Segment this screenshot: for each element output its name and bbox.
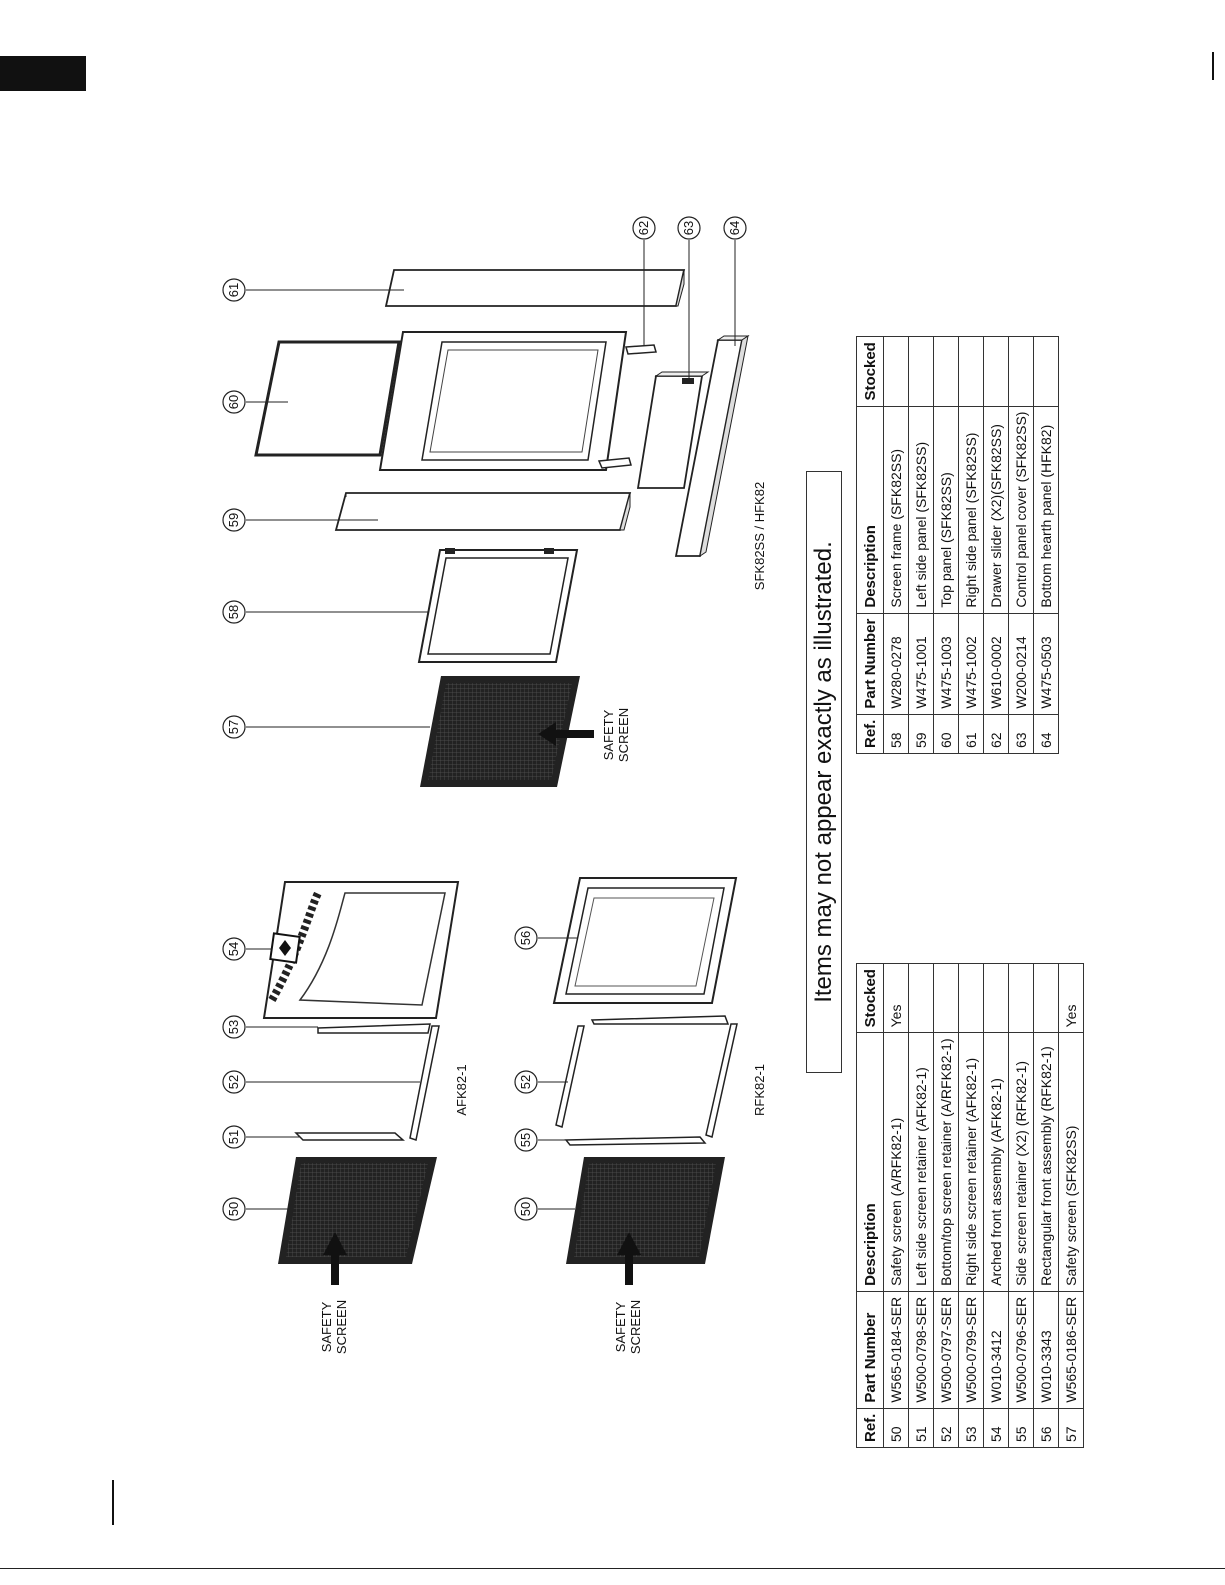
table-row — [1034, 964, 1059, 1448]
safety-screen-label: SCREEN — [334, 1299, 349, 1355]
safety-screen-part — [566, 1157, 725, 1264]
cell-description: Side screen retainer (X2) (RFK82-1) — [1009, 1033, 1034, 1291]
table-row — [959, 964, 984, 1448]
side-panel-part — [386, 270, 684, 306]
safety-screen-label: SAFETY — [613, 1301, 628, 1353]
cell-ref: 56 — [1034, 1408, 1059, 1447]
callout-number: 52 — [518, 1074, 533, 1090]
cell-description: Screen frame (SFK82SS) — [884, 406, 909, 613]
side-panel-part — [336, 493, 630, 530]
cell-stocked — [1034, 337, 1059, 406]
callout-number: 56 — [518, 930, 533, 946]
drawer-slider-part — [626, 345, 656, 354]
parts-table-right — [856, 336, 1059, 754]
cell-stocked — [959, 964, 984, 1033]
callout-number: 57 — [226, 719, 241, 735]
retainer-part — [318, 1024, 430, 1033]
cell-stocked — [959, 337, 984, 406]
table-row — [1009, 964, 1034, 1448]
callout-number: 52 — [226, 1074, 241, 1090]
safety-screen-part — [278, 1157, 437, 1264]
kit-label-sfk: SFK82SS / HFK82 — [752, 481, 767, 591]
cell-ref: 64 — [1034, 714, 1059, 753]
cell-stocked — [909, 337, 934, 406]
cell-stocked — [909, 964, 934, 1033]
callout-number: 53 — [226, 1019, 241, 1035]
retainer-part — [706, 1024, 737, 1137]
safety-screen-label: SCREEN — [616, 707, 631, 763]
table-row — [984, 337, 1009, 754]
cell-part-number: W475-1001 — [909, 613, 934, 714]
parts-table-left — [856, 963, 1084, 1448]
header-description: Description — [857, 1033, 884, 1291]
cell-ref: 60 — [934, 714, 959, 753]
cell-description: Right side screen retainer (AFK82-1) — [959, 1033, 984, 1291]
rectangular-front-part — [554, 878, 736, 1003]
parts-table — [856, 963, 1084, 1448]
callout-number: 62 — [636, 220, 651, 236]
cell-ref: 58 — [884, 714, 909, 753]
cell-description: Left side panel (SFK82SS) — [909, 406, 934, 613]
cell-ref: 61 — [959, 714, 984, 753]
table-row — [909, 964, 934, 1448]
cell-stocked — [1009, 964, 1034, 1033]
cell-stocked — [884, 337, 909, 406]
cell-description: Top panel (SFK82SS) — [934, 406, 959, 613]
cell-ref: 63 — [1009, 714, 1034, 753]
cell-description: Rectangular front assembly (RFK82-1) — [1034, 1033, 1059, 1291]
safety-screen-label: SCREEN — [628, 1299, 643, 1355]
table-row — [934, 337, 959, 754]
header-stocked: Stocked — [857, 964, 884, 1033]
top-panel-part — [256, 342, 399, 455]
callout-number: 60 — [226, 394, 241, 410]
cell-description: Safety screen (A/RFK82-1) — [884, 1033, 909, 1291]
header-ref: Ref. — [857, 714, 884, 753]
cell-ref: 52 — [934, 1408, 959, 1447]
cell-description: Arched front assembly (AFK82-1) — [984, 1033, 1009, 1291]
header-part-number: Part Number — [857, 1291, 884, 1408]
cell-ref: 54 — [984, 1408, 1009, 1447]
callout-number: 51 — [226, 1129, 241, 1145]
table-row — [884, 964, 909, 1448]
cell-ref: 55 — [1009, 1408, 1034, 1447]
header-part-number: Part Number — [857, 613, 884, 714]
cell-stocked — [1009, 337, 1034, 406]
callout-number: 55 — [518, 1132, 533, 1148]
table-row — [1009, 337, 1034, 754]
retainer-part — [592, 1016, 728, 1024]
kit-label-rfk: RFK82-1 — [752, 1063, 767, 1117]
callout-number: 59 — [226, 512, 241, 528]
table-row — [884, 337, 909, 754]
callout-number: 50 — [226, 1201, 241, 1217]
cell-description: Bottom/top screen retainer (A/RFK82-1) — [934, 1033, 959, 1291]
cell-stocked: Yes — [884, 964, 909, 1033]
cell-description: Drawer slider (X2)(SFK82SS) — [984, 406, 1009, 613]
cell-stocked — [984, 337, 1009, 406]
callout-number: 64 — [727, 220, 742, 236]
table-header-row — [857, 964, 884, 1448]
cell-part-number: W010-3412 — [984, 1291, 1009, 1408]
table-row — [959, 337, 984, 754]
cell-part-number: W500-0799-SER — [959, 1291, 984, 1408]
cell-part-number: W500-0796-SER — [1009, 1291, 1034, 1408]
parts-table — [856, 336, 1059, 754]
cell-ref: 51 — [909, 1408, 934, 1447]
cell-part-number: W475-1002 — [959, 613, 984, 714]
cell-part-number: W500-0797-SER — [934, 1291, 959, 1408]
kit-label-afk: AFK82-1 — [454, 1064, 469, 1116]
header-ref: Ref. — [857, 1408, 884, 1447]
cell-part-number: W475-1003 — [934, 613, 959, 714]
cell-description: Bottom hearth panel (HFK82) — [1034, 406, 1059, 613]
cell-part-number: W610-0002 — [984, 613, 1009, 714]
safety-screen-label: SAFETY — [319, 1301, 334, 1353]
callout-number: 58 — [226, 604, 241, 620]
cell-description: Right side panel (SFK82SS) — [959, 406, 984, 613]
table-row — [934, 964, 959, 1448]
safety-screen-label: SAFETY — [601, 709, 616, 761]
cell-stocked: Yes — [1059, 964, 1084, 1033]
retainer-part — [566, 1137, 705, 1145]
cell-stocked — [934, 964, 959, 1033]
cell-part-number: W475-0503 — [1034, 613, 1059, 714]
cell-part-number: W200-0214 — [1009, 613, 1034, 714]
cell-part-number: W565-0184-SER — [884, 1291, 909, 1408]
table-header-row — [857, 337, 884, 754]
callout-number: 63 — [681, 220, 696, 236]
screen-frame-part — [419, 548, 577, 662]
cell-description: Control panel cover (SFK82SS) — [1009, 406, 1034, 613]
retainer-part — [296, 1133, 403, 1140]
retainer-part — [556, 1026, 584, 1127]
retainer-part — [410, 1026, 439, 1140]
cell-description: Safety screen (SFK82SS) — [1059, 1033, 1084, 1291]
cell-stocked — [1034, 964, 1059, 1033]
table-row — [1034, 337, 1059, 754]
cell-ref: 50 — [884, 1408, 909, 1447]
main-frame-part — [380, 332, 626, 470]
cell-ref: 62 — [984, 714, 1009, 753]
callout-number: 61 — [226, 282, 241, 298]
cell-part-number: W500-0798-SER — [909, 1291, 934, 1408]
cell-ref: 59 — [909, 714, 934, 753]
arched-front-part — [264, 882, 458, 1018]
table-row — [1059, 964, 1084, 1448]
cell-part-number: W010-3343 — [1034, 1291, 1059, 1408]
cell-stocked — [934, 337, 959, 406]
illustration-notice: Items may not appear exactly as illustrated. — [806, 471, 842, 1073]
cell-description: Left side screen retainer (AFK82-1) — [909, 1033, 934, 1291]
cell-stocked — [984, 964, 1009, 1033]
callout-number: 54 — [226, 941, 241, 957]
table-row — [984, 964, 1009, 1448]
header-stocked: Stocked — [857, 337, 884, 406]
table-row — [909, 337, 934, 754]
cell-part-number: W280-0278 — [884, 613, 909, 714]
header-description: Description — [857, 406, 884, 613]
cell-ref: 57 — [1059, 1408, 1084, 1447]
cell-ref: 53 — [959, 1408, 984, 1447]
cell-part-number: W565-0186-SER — [1059, 1291, 1084, 1408]
callout-number: 50 — [518, 1201, 533, 1217]
